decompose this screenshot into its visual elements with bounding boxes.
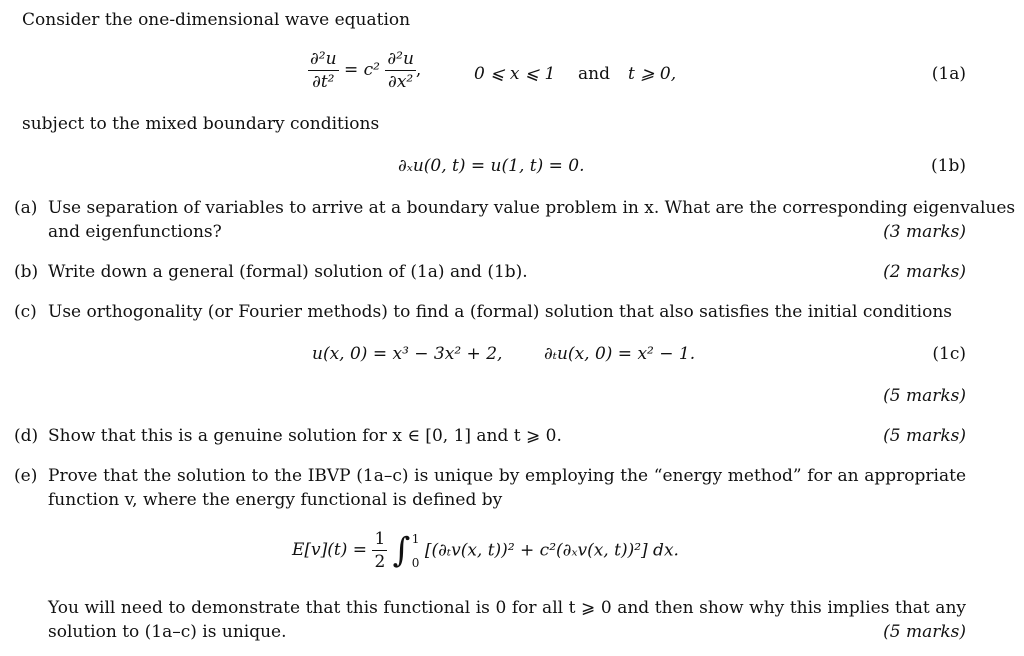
part-a-label: (a)	[14, 198, 38, 218]
part-e-line3: You will need to demonstrate that this functional is 0 for all t ⩾ 0 and then show why this implies that any	[48, 598, 966, 618]
part-b-text: Write down a general (formal) solution of (1a) and (1b).	[48, 262, 528, 282]
lhs-numerator: ∂²u	[310, 49, 337, 69]
part-e-line4: solution to (1a–c) is unique.	[48, 622, 287, 642]
integral-upper-limit: 1	[411, 531, 420, 546]
rhs-denominator: ∂x²	[388, 72, 414, 92]
energy-lhs: E[v](t) =	[292, 540, 368, 560]
part-c-text: Use orthogonality (or Fourier methods) to find a (formal) solution that also satisfies the initial conditions	[48, 302, 953, 322]
half-denominator: 2	[374, 552, 386, 572]
rhs-numerator: ∂²u	[387, 49, 414, 69]
part-c-label: (c)	[14, 302, 37, 322]
bc-intro-text: subject to the mixed boundary conditions	[22, 114, 380, 134]
lhs-fraction	[308, 48, 339, 93]
equation-1b: ∂ₓu(0, t) = u(1, t) = 0.	[398, 156, 585, 176]
intro-text: Consider the one-dimensional wave equation	[22, 10, 411, 30]
one-half-fraction	[372, 528, 387, 573]
energy-functional	[292, 528, 679, 573]
initial-condition-ut: ∂ₜu(x, 0) = x² − 1.	[544, 344, 696, 364]
domain-x: 0 ⩽ x ⩽ 1	[474, 64, 556, 84]
integral-sign: ∫	[392, 530, 411, 571]
part-e-label: (e)	[14, 466, 38, 486]
part-c-marks: (5 marks)	[883, 386, 966, 406]
tag-1b: (1b)	[931, 156, 966, 176]
domain-and: and	[578, 64, 610, 84]
part-a-line1: Use separation of variables to arrive at a boundary value problem in x. What are the corresponding eigenvalues	[48, 198, 1016, 218]
part-e-line1: Prove that the solution to the IBVP (1a–c) is unique by employing the “energy method” for an appropriate	[48, 466, 966, 486]
integral-limits	[412, 532, 420, 570]
equation-1a	[308, 48, 421, 93]
tag-1a: (1a)	[931, 64, 966, 84]
part-e-line2: function v, where the energy functional is defined by	[48, 490, 503, 510]
equation-comma: ,	[415, 60, 422, 80]
part-e-marks: (5 marks)	[883, 622, 966, 642]
tag-1c: (1c)	[932, 344, 966, 364]
integrand: [(∂ₜv(x, t))² + c²(∂ₓv(x, t))²] dx.	[424, 540, 679, 561]
equals-c-squared: = c²	[343, 60, 380, 80]
part-a-marks: (3 marks)	[883, 222, 966, 242]
integral-lower-limit: 0	[411, 555, 420, 570]
part-a-line2: and eigenfunctions?	[48, 222, 222, 242]
domain-t: t ⩾ 0,	[628, 64, 677, 84]
part-d-text: Show that this is a genuine solution for x ∈ [0, 1] and t ⩾ 0.	[48, 426, 562, 446]
lhs-denominator: ∂t²	[312, 72, 335, 92]
initial-condition-u: u(x, 0) = x³ − 3x² + 2,	[312, 344, 503, 364]
part-d-label: (d)	[14, 426, 39, 446]
part-b-label: (b)	[14, 262, 39, 282]
part-b-marks: (2 marks)	[883, 262, 966, 282]
rhs-fraction	[385, 48, 416, 93]
part-d-marks: (5 marks)	[883, 426, 966, 446]
half-numerator: 1	[374, 529, 386, 549]
